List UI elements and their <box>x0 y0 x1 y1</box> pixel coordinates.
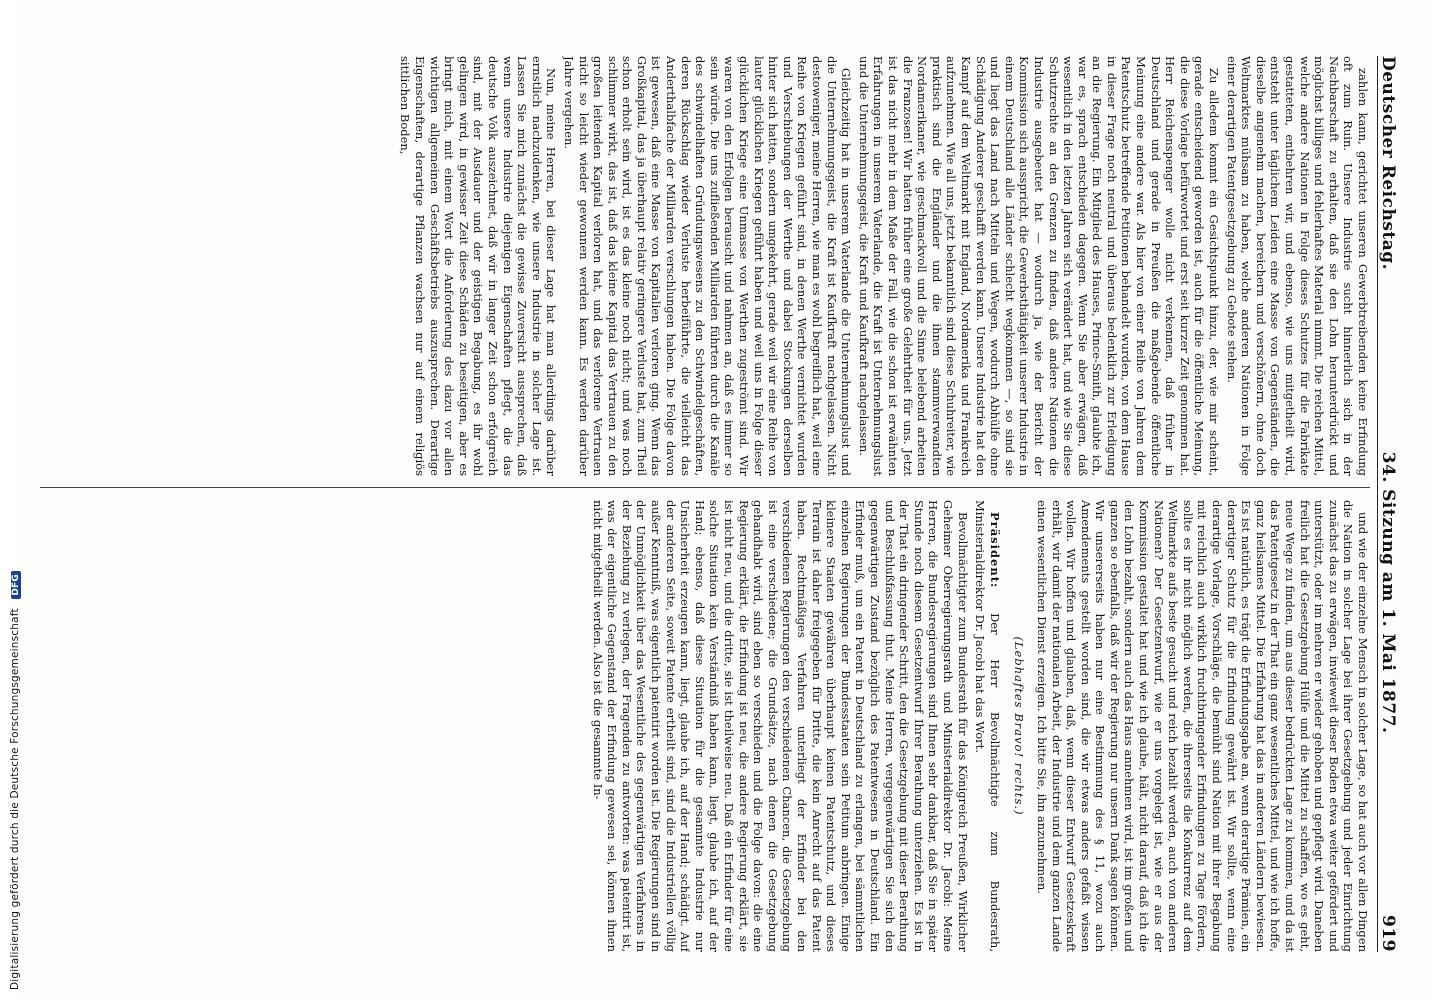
dfg-logo-icon: DFG <box>11 571 21 599</box>
paragraph: und wie der einzelne Mensch in solcher Lage, so hat auch vor allen Dingen die Nation in solcher Lage bei ihrer Gesetzgebung und jeder Einrichtung zunächst das zu erwägen, inwieweit dieser Boden etwa weiter gefördert und unterstützt, oder im mehren er wieder gehoben und gepflegt wird. Daneben freilich hat die Gesetzgebung Hülfe und die Mittel zu schaffen, wo es geht, neue Wege zu finden, um aus dieser bedrückten Lage zu kommen, und da ist das Patentgesetz in der That ein ganz wesentliches Mittel, und wie ich hoffe, ganz heilsames Mittel. Die Erfahrung hat das in anderen Ländern bewiesen. Es ist natürlich, es trägt die Erfindungsgabe an, wenn derartige Prämien, ein derartiger Schutz für die Erfindung gewährt ist. Wir sollte, wenn eine derartige Vorlage, Vorschläge, die bemüht sind Nation mit ihrer Begabung mit reichlich auch wirklich fruchtbringender Erfindungen zu Tage fördern, sollte es ihr nicht möglich werden, die ihrerseits die Konkurrenz auf dem Weltmarkte aufs beste gesucht und reich bezahlt werden, auch von anderen Nationen? Der Gesetzentwurf, wie er uns vorgelegt ist, wie er aus der Kommission gestaltet hat und wie ich glaube, hält, nicht darauf, daß ich die den Lohn bezahlt, sondern auch das Haus annehmen wird, ist im großen und ganzen so ebenfalls, daß wir der Regierung nur unsern Dank sagen können. Wir unsererseits haben nur eine Bestimmung des § 11, wozu auch Amendements gestellt worden sind, die wir etwas anders gefaßt wissen wollen. Wir hoffen und glauben, daß, wenn dieser Entwurf Gesetzeskraft erhält, wir damit der nationalen Arbeit, der Industrie und dem ganzen Lande einen wesentlichen Dienst erzeigen. Ich bitte Sie, ihn anzunehmen. <box>1034 500 1370 952</box>
page-number: 919 <box>1378 915 1398 952</box>
right-column <box>40 500 1370 952</box>
paragraph: Bevollmächtigter zum Bundesrath für das Königreich Preußen, Wirklicher Geheimer Oberregierungsrath und Ministerialdirektor Dr. Jacobi: Meine Herren, die Bundesregierungen sind Ihnen sehr dankbar, daß Sie in später Stunde noch diesem Gesetzentwurf Ihrer Berathung unterziehen. Es ist in der That ein dringender Schritt, den die Gesetzgebung mit dieser Berathung und Beschlußfassung thut. Meine Herren, vergegenwärtigen Sie sich den gegenwärtigen Zustand bezüglich des Patentwesens in Deutschland. Ein Erfinder muß, um ein Patent in Deutschland zu erlangen, bei sämmtlichen einzelnen Regierungen der Bundesstaaten sein Petitum anbringen. Einige kleinere Staaten gewähren überhaupt keinen Patentschutz, und dieses Terrain ist daher freigegeben für Dritte, die kein Anrecht auf das Patent haben. Rechtmäßiges Verfahren unterliegt der Erfinder bei den verschiedenen Regierungen den verschiedenen Chancen, die Gesetzgebung ist eine verschiedene; die Grundsätze, nach denen die Gesetzgebung gehandhabt wird, sind eben so verschieden und die Folge davon: die eine Regierung erklärt, die Erfindung ist neu, die andere Regierung erklärt, sie ist nicht neu, und die dritte, sie ist theilweise neu. Daß ein Erfinder für eine solche Situation kein Verständniß haben kann, liegt, glaube ich, auf der Hand; ebenso, daß diese Situation für die gesammte Industrie nur Unsicherheit erzeugen kann, liegt, glaube ich, auf der Hand; schädigt. Auf der anderen Seite, soweit Patente ertheilt sind, sind die Industriellen völlig außer Kenntniß, was eigentlich patentirt worden ist. Die Regierungen sind in der Unmöglichkeit über das Wesentliche des gegenwärtigen Verfahrens in der Beziehung zu verlegen, der Fragenden zu antworten: was patentirt ist, was der eigentliche Gegenstand der Erfindung gewesen sei, können ihnen nicht mitgetheilt werden. Also ist die gesammte In- <box>590 500 970 952</box>
page-header <box>1377 56 1412 952</box>
footer-credit: Digitalisierung gefördert durch die Deutsche Forschungsgemeinschaft <box>9 608 21 990</box>
header-title: Deutscher Reichstag. <box>1378 56 1398 271</box>
footer-text-wrapper <box>9 0 21 990</box>
digitization-footer <box>0 0 21 1000</box>
column-divider <box>40 487 1370 488</box>
speaker-paragraph <box>973 500 1002 952</box>
left-column <box>40 56 1370 476</box>
stage-direction: (Lebhaftes Bravo! rechts.) <box>1012 636 1027 816</box>
speaker-label: Präsident: <box>987 512 1002 589</box>
speaker-intro: Der Herr Bevollmächtigte zum Bundesrath, Ministerialdirektor Dr. Jacobi hat das Wort. <box>973 500 1002 952</box>
paragraph: zahlen kann, gerichtet unseren Gewerbtreibenden keine Erfindung oft zum Ruin. Unsere Industrie sucht hinnerlich sich in der Nachbarschaft zu erhalten, daß sie den Lohn herunterdrückt und möglichst billiges und fehlerhaftes Material nimmt. Die reichen Mittel, welche andere Nationen in Folge dieses Schutzes für die Fabrikate gestatteten, entbehren wir, und ebenso, wie uns mitgetheilt wird, entsteht unter täglichem Leiden eine Masse von Gegenständen, die dieselbe angenehm machen, bereichern und verschönern, ohne doch Weltmarktes mühsam zu haben, welche anderen Nationen in Folge einer derartigen Patentgesetzgebung zu Gebote stehen. <box>1224 56 1370 476</box>
paragraph: Nun, meine Herren, bei dieser Lage hat man allerdings darüber ernstlich nachzudenken, wie unsere Industrie in solcher Lage ist. Lassen Sie mich zunächst die gewisse Zuversicht aussprechen, daß wenn unsere Industrie diejenigen Eigenschaften pflegt, die das deutsche Volk auszeichnet, daß wir in langer Zeit schon erfolgreich sind, mit der Ausdauer und der geistigen Begabung, es ihr wohl gelingen wird, in gewisser Zeit diese Schäden zu beseitigen, aber es bringt mich, mit einem Wort die Anforderung des dazu vor allen wichtigen allgemeinen Geschäftsbetriebs auszusprechen. Derartige Eigenschaften, derartige Pflanzen wachsen nur auf einem religiös sittlichen Boden, <box>398 56 559 476</box>
paragraph: Gleichzeitig hat in unserem Vaterlande die Unternehmungslust und die Unternehmungsgeist, die Kraft ist Kaufkraft nachgelassen. Nicht destoweniger, meine Herren, wie man es wohl begreiflich hat, weil eine Reihe von Kriegen geführt sind, in denen Werthe vernichtet wurden und Verschiebungen der Werthe und dabei Stockungen derselben hinter sich hatten, sondern umgekehrt, gerade weil wir eine Reihe von lauter glücklichen Kriegen geführt haben und weil uns in Folge dieser glücklichen Kriege eine Unmasse von Werthen zugeströmt sind. Wir waren von den Erfolgen berauscht und nahmen an, daß es immer so sein würde. Die uns zufließenden Milliarden führten durch die Kanäle des schwindelhaften Gründungswesens zu den Schwindelgeschäften, deren Rückschlag wieder Verluste herbeiführte, die vielleicht das Anderthalbfache der Milliarden verschlungen haben. Die Folge davon ist gewesen, daß eine Masse von Kapitalien verloren ging. Wenn das Großkapital, das ja überhaupt relativ geringere Verluste hat, zum Theil schon erholt sein wird, ist es das kleine noch nicht; und was noch schlimmer wirkt, das ist, daß das kleine Kapital das Vertrauen zu den großen leitenden Kapital verloren hat, und das verlorene Vertrauen nicht so leicht wieder gewonnen werden kann. Es werden darüber Jahre vergehen. <box>561 56 854 476</box>
header-session: 34. Sitzung am 1. Mai 1877. <box>1378 451 1398 734</box>
paragraph: Zu alledem kommt ein Gesichtspunkt hinzu, der, wie mir scheint, gerade entscheidend geworden ist, auch für die öffentliche Meinung, die diese Vorlage befürwortet und erst seit kurzer Zeit genommen hat. Herr Reichenspenger wolle nicht verkennen, daß früher in Deutschland und gerade in Preußen die maßgebende öffentliche Meinung eine andere war. Als hier von einer Reihe von Jahren dem Patentschutz betreffende Petitionen behandelt wurden, von dem Hause in dieser Frage noch neutral und überaus bedenklich zur Erledigung an die Regierung. Ein Mitglied des Hauses, Prince-Smith, glaubte ich, war es, sprach entschieden dagegen. Wenn Sie aber erwägen, daß wesentlich in den letzten Jahren sich verändert hat, und wie Sie diese Schutzrechte an den Grenzen zu finden, daß andere Nationen die Industrie ausgebeutet hat — wodurch ja, wie der Bericht der Kommission sich ausspricht, die Gewerbsthätigkeit unserer Industrie in einem Deutschland alle Länder schlecht wegkommen —, so sind sie und liegt das Land nach Mitteln und Wegen, wodurch Abhülfe ohne Schädigung Anderer geschafft werden kann. Unsere Industrie hat den Kampf auf dem Weltmarkt mit England, Nordamerika und Frankreich aufzunehmen. Wie all uns, jetzt bekanntlich sind diese Schuhreiter, wie praktisch sind die Engländer und die ihnen stammverwandten Nordamerikaner, wie geschmackvoll und die Sinne belebend arbeiten die Franzosen! Wir hatten früher eine große Gelehrtheit für uns. Jetzt ist das nicht mehr in dem Maße der Fall, wie die schon ist erwähnten Erfahrungen in unserem Vaterlande, die Kraft ist Unternehmungslust und die Unternehmungsgeist, die Kraft und Kaufkraft nachgelassen. <box>856 56 1222 476</box>
